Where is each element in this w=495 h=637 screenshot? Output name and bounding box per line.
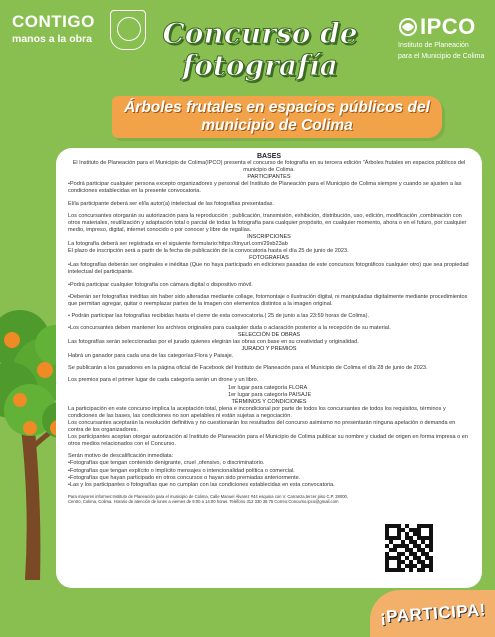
- ipco-name: IPCO: [420, 14, 476, 39]
- intro-text: El Instituto de Planeación para el Municipio de Colima(IPCO) presenta el concurso de fotografía en su tercera edición "Árboles frutales en espacios públicos del municipio de Colima.: [72, 160, 466, 174]
- participantes-text-3: Los concursantes otorgarán su autorización para la reproducción ; publicación, transmisión, exhibición, distribución, uso, edición, modificación ,combinación con otros materiales, reutilización y adaptación total o parcial de todas la fotografía para cualquier propósito, en cualquier momento, ahora o en el futuro, por cualquier medio, impreso, digital, internet conocido o por conocer y libre de regalías.: [68, 212, 467, 233]
- bases-heading: BASES: [256, 153, 282, 160]
- fotografias-heading: FOTOGRAFÍAS: [249, 255, 289, 262]
- ipco-logo: [398, 14, 488, 61]
- rules-card: [56, 148, 482, 588]
- contigo-tagline: manos a la obra: [12, 33, 92, 45]
- descalificacion-text-3: •Fotografías que hayan participado en otros concursos o hayan sido premiadas anteriormente.: [68, 474, 301, 481]
- fotografias-text-1: •Las fotografías deberán ser originales e inéditas (Que no haya participado en ediciones pasadas de este concursos fotográficos cualquier otro) que sea propiedad intelectual del participante.: [68, 262, 469, 276]
- descalificacion-heading: Serán motivo de descalificación inmediata:: [68, 453, 174, 460]
- seleccion-text-1: Las fotografías serán seleccionadas por el jurado quienes elegirán las obras con base en su creatividad y originalidad.: [68, 339, 359, 346]
- contigo-logo: [12, 12, 107, 45]
- participa-label: ¡PARTICIPA!: [378, 599, 486, 627]
- ipco-swirl-icon: [398, 17, 418, 37]
- participantes-heading: PARTICIPANTES: [247, 174, 291, 181]
- colima-seal-icon: [110, 10, 146, 50]
- jurado-text-3: Los premios para el primer lugar de cada categoría serán un drone y un libro.: [68, 377, 259, 384]
- descalificacion-text-2: •Fotografías que tengan explícito o implícito mensajes o intencionalidad política o comercial.: [68, 467, 295, 474]
- jurado-text-4: 1er lugar para categoría FLORA: [228, 384, 308, 391]
- seleccion-heading: SELECCIÓN DE OBRAS: [237, 331, 301, 338]
- participantes-text-1: •Podrá participar cualquier persona excepto organizadores y personal del Instituto de Planeación para el Municipio de Colima siempre y cuando se ajusten a las condiciones establecidas en la presente convocatoria.: [68, 181, 462, 195]
- inscripciones-heading: INSCRIPCIONES: [247, 233, 291, 240]
- header: [0, 0, 495, 96]
- subject-banner: [112, 96, 442, 138]
- descalificacion-text-4: •Las y los participantes o fotografías que no cumplan con las condiciones establecidas en esta convocatoria.: [68, 481, 335, 488]
- terminos-text-1: La participación en este concurso implica la aceptación total, plena e incondicional por parte de todos los concursantes de todos los requisitos, términos y condiciones de las bases, las condiciones no son apelables ni están sujetas a negociación.: [68, 405, 446, 419]
- terminos-text-3: Los participantes aceptan otorgar autorización al Instituto de Planeación para el Municipio de Colima publicar su nombre y ciudad de origen en forma impresa o en otros medios relacionados con el Concurso.: [68, 434, 468, 448]
- terminos-text-2: Los concursantes aceptarán la resolución definitiva y no cuestionarán los resultados del concurso asimismo no presentarán ninguna apelación o demanda en contra de los organizadores.: [68, 420, 456, 434]
- descalificacion-text-1: •Fotografías que tengan contenido denigrante, cruel ,ofensivo, o discriminatorio.: [68, 460, 265, 467]
- jurado-text-2: Se publicarán a los ganadores en la página oficial de Facebook del Instituto de Planeación para el Municipio de Colima el día 28 de junio de 2023.: [68, 365, 428, 372]
- banner-line-1: Árboles frutales en espacios públicos del: [124, 99, 430, 116]
- ipco-subtitle-1: Instituto de Planeación: [398, 42, 469, 49]
- inscripciones-text-2: El plazo de inscripción será a partir de la fecha de publicación de la convocatoria hasta el día 25 de junio de 2023.: [68, 248, 349, 255]
- fotografias-text-3: •Deberán ser fotografías inéditas sin haber sido alteradas mediante collage, fotomontaje o ilustración digital, ni manipuladas digitalmente mediante procedimientos que permitan agregar, quitar o reemplazar partes de la imagen con elementos distintos a la imagen original.: [68, 293, 468, 307]
- participa-button[interactable]: [370, 590, 495, 637]
- footer-info-2: Centro, Colima, Colima. Horario de atención de lunes a viernes de 9:00 a 14:00 horas. Teléfono 312 330 38 75 Correo:Concurso.ipco@gmail.com: [68, 499, 339, 505]
- participantes-text-2: El/la participante deberá ser el/la autor(a) intelectual de las fotografías presentadas.: [68, 200, 274, 207]
- contigo-brand-text: CONTIGO: [12, 12, 95, 31]
- jurado-text-1: Habrá un ganador para cada una de las categorías:Flora y Paisaje.: [68, 353, 234, 360]
- jurado-text-5: 1er lugar para categoría PAISAJE: [228, 391, 312, 398]
- inscripciones-text-1[interactable]: La fotografía deberá ser registrada en el siguiente formulario:https://tinyurl.com/29sb23ab: [68, 241, 288, 248]
- ipco-subtitle-2: para el Municipio de Colima: [398, 52, 485, 60]
- terminos-heading: TÉRMINOS Y CONDICIONES: [231, 398, 307, 405]
- fotografias-text-5: •Los concursantes deben mantener los archivos originales para cualquier duda o aclaración posterior a la recepción de su material.: [68, 324, 391, 331]
- footer-info-1: Para mayores informes:Instituto de Planeación para el municipio de Colima, Calle Manuel Álvarez #44 esquina con V. Carranza,tercer piso C.P. 28000,: [68, 493, 349, 499]
- title-line-2: fotografía: [182, 49, 338, 82]
- qr-code-icon[interactable]: [385, 524, 433, 572]
- fotografias-text-2: •Podrá participar cualquier fotografía con cámara digital o dispositivo móvil.: [68, 281, 253, 288]
- fotografias-text-4: • Podrán participar las fotografías recibidas hasta el cierre de esta convocatoria.( 25 de junio a las 23:59 horas de Colima).: [68, 312, 370, 319]
- title-line-1: Concurso de: [162, 17, 358, 50]
- page-title: [150, 18, 370, 82]
- banner-line-2: municipio de Colima: [201, 117, 353, 134]
- jurado-heading: JURADO Y PREMIOS: [241, 346, 297, 353]
